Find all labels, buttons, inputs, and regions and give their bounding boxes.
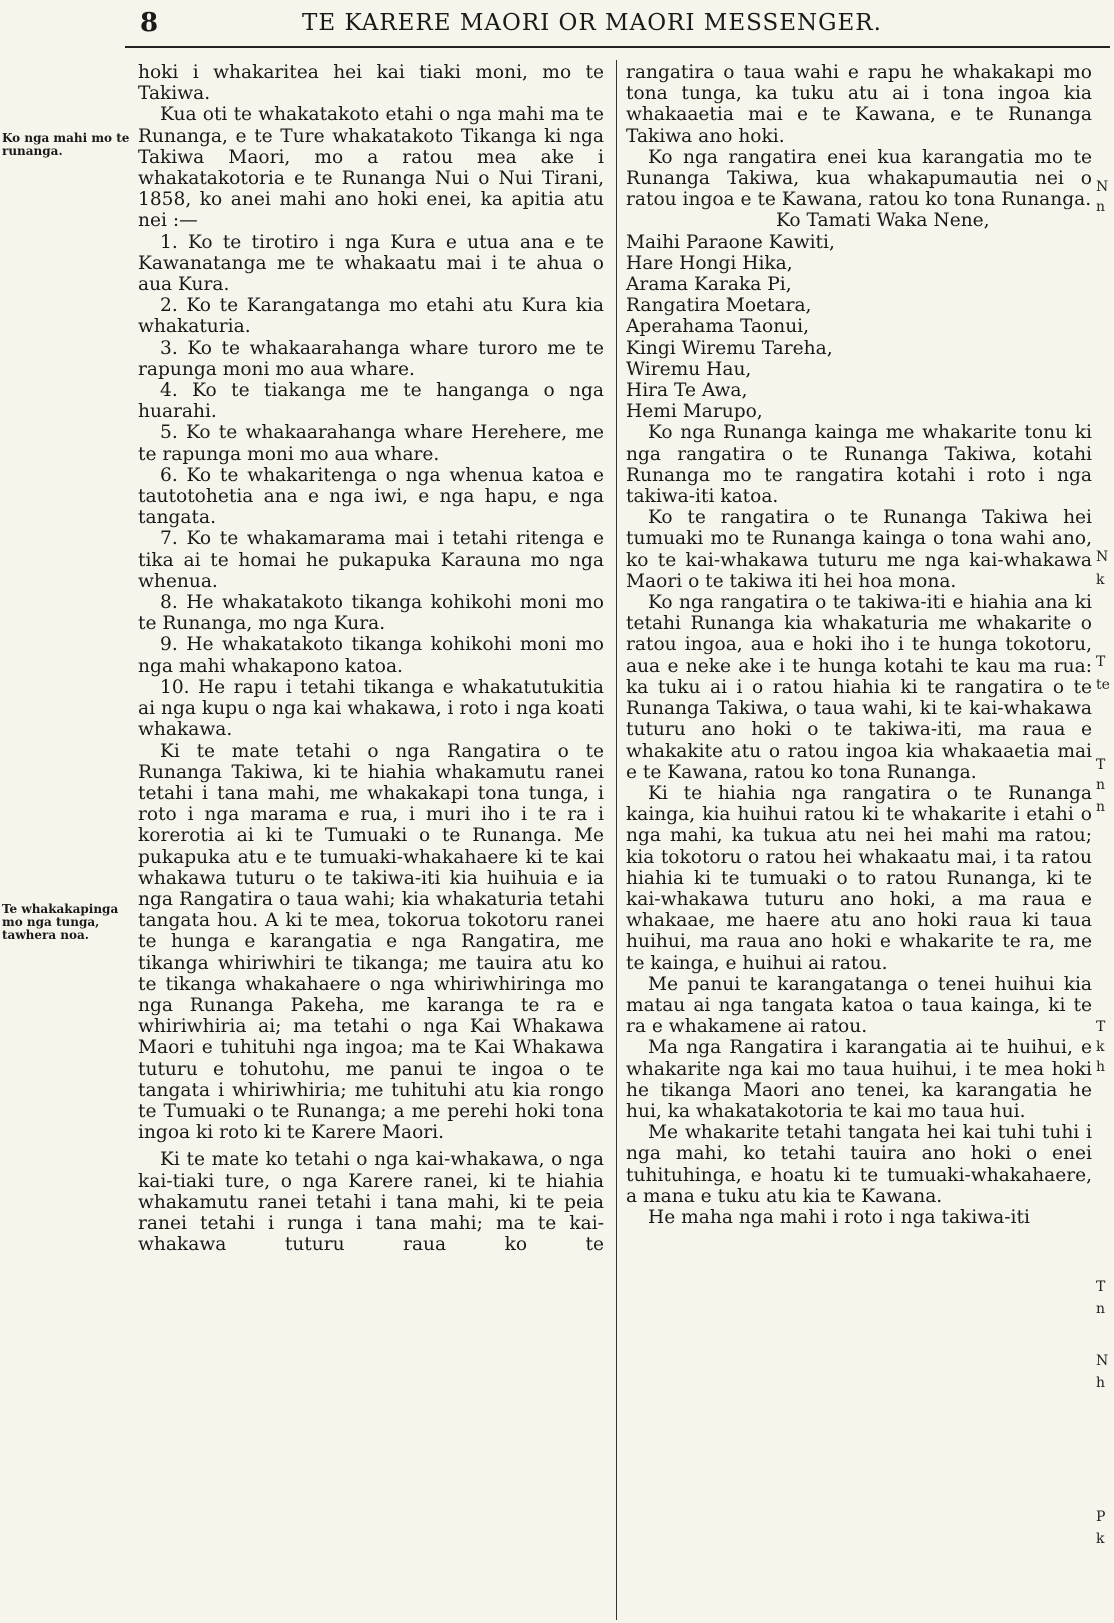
chief-name: Rangatira Moetara, bbox=[626, 295, 812, 317]
edge-letter: h bbox=[1096, 1059, 1106, 1075]
edge-letter: N bbox=[1096, 179, 1109, 195]
chief-name: Hira Te Awa, bbox=[626, 380, 748, 402]
chief-name: Wiremu Hau, bbox=[626, 358, 752, 380]
paragraph: He maha nga mahi i roto i nga takiwa-iti bbox=[648, 1206, 1030, 1228]
chief-name: Hare Hongi Hika, bbox=[626, 252, 793, 274]
chief-name: Arama Karaka Pi, bbox=[626, 274, 792, 296]
list-item: 3. Ko te whakaarahanga whare turoro me te rapunga moni mo aua whare. bbox=[138, 337, 604, 380]
chief-name: Ko Tamati Waka Nene, bbox=[776, 210, 990, 232]
paragraph: Ko te rangatira o te Runanga Takiwa hei tumuaki mo te Runanga kainga o tona wahi ano, ko te kai-whakawa tuturu me nga kai-whakawa Maori o te takiwa iti hei hoa mona. bbox=[626, 507, 1092, 592]
list-item: 5. Ko te whakaarahanga whare Herehere, me te rapunga moni mo aua whare. bbox=[138, 422, 604, 465]
paragraph: Ma nga Rangatira i karangatia ai te huihui, e whakarite nga kai mo taua huihui, i te mea hoki he tikanga Maori ano tenei, ka karangatia he hui, ka whakatakotoria te kai mo taua hui. bbox=[626, 1037, 1092, 1122]
paragraph: Ki te mate ko tetahi o nga kai-whakawa, o nga kai-tiaki ture, o nga Karere ranei, ki te hiahia whakamutu ranei tetahi i tana mahi, ki te peia ranei tetahi i runga i tana mahi; ma te kai-whakawa tuturu raua ko te bbox=[138, 1149, 604, 1256]
paragraph: Ko nga Runanga kainga me whakarite tonu ki nga rangatira o te Runanga Takiwa, kotahi Runanga mo te rangatira kotahi i roto i nga takiwa-iti katoa. bbox=[626, 422, 1092, 508]
edge-letter: T bbox=[1096, 654, 1106, 670]
list-item: 4. Ko te tiakanga me te hanganga o nga huarahi. bbox=[138, 380, 604, 423]
edge-letter: n bbox=[1096, 1301, 1106, 1317]
chief-name: Aperahama Taonui, bbox=[626, 316, 810, 338]
paragraph: Ko nga rangatira o te takiwa-iti e hiahia ana ki tetahi Runanga kia whakaturia me whakarite o ratou ingoa, aua e hoki iho i te hunga tokotoru, aua e neke ake i te hunga kotahi te kau ma rua: ka tuku ai i o ratou hiahia ki te rangatira o te Runanga Takiwa, o taua wahi, ki te kai-whakawa tuturu ano hoki o te takiwa-iti, ma raua e whakakite atu o ratou ingoa kia whakaaetia mai e te Kawana, ratou ko tona Runanga. bbox=[626, 592, 1092, 783]
list-item: 1. Ko te tirotiro i nga Kura e utua ana e te Kawanatanga me te whakaatu mai i te ahua o aua Kura. bbox=[138, 231, 604, 296]
edge-letter: k bbox=[1096, 1531, 1105, 1547]
list-item: 7. Ko te whakamarama mai i tetahi ritenga e tika ai te homai he pukapuka Karauna mo nga whenua. bbox=[138, 528, 604, 592]
sidenote-whakakapi: Te whakakapinga mo nga tunga, tawhera noa. bbox=[2, 902, 119, 942]
edge-letter: n bbox=[1096, 199, 1106, 215]
paragraph: Ko nga rangatira enei kua karangatia mo te Runanga Takiwa, kua whakapumautia nei o ratou ingoa e te Kawana, ratou ko tona Runanga. bbox=[626, 146, 1092, 211]
chief-name: Hemi Marupo, bbox=[626, 401, 763, 423]
right-column bbox=[626, 62, 1092, 1228]
chief-name: Kingi Wiremu Tareha, bbox=[626, 337, 833, 359]
chief-name: Maihi Paraone Kawiti, bbox=[626, 231, 835, 253]
list-item: 6. Ko te whakaritenga o nga whenua katoa e tautotohetia ana e nga iwi, e nga hapu, e nga tangata. bbox=[138, 464, 604, 529]
edge-letter: T bbox=[1096, 1019, 1106, 1035]
paragraph: Ki te mate tetahi o nga Rangatira o te Runanga Takiwa, ki te hiahia whakamutu ranei tetahi i tana mahi, me whakakapi tona tunga, i roto i nga marama e rua, i muri iho i te ra i korerotia ai ki te Tumuaki o te Runanga. Me pukapuka atu e te tumuaki-whakahaere ki te kai whakawa tuturu o te takiwa-iti kia huihuia e ia nga Rangatira o taua wahi; kia whakaturia tetahi tangata hou. A ki te mea, tokorua tokotoru ranei te hunga e karangatia e nga Rangatira, me tikanga whiriwhiri te tikanga; me tauira atu ko te tikanga whakahaere o nga whiriwhiringa mo nga Runanga Pakeha, me karanga te ra e whiriwhiria ai; ma tetahi o nga Kai Whakawa Maori e tuhituhi nga ingoa; ma te Kai Whakawa tuturu e tohutohu, me panui te ingoa o te tangata i whiriwhiria; me tuhituhi atu kia rongo te Tumuaki o te Runanga; a me perehi hoki tona ingoa ki roto ki te Karere Maori. bbox=[138, 740, 604, 1144]
edge-letter: h bbox=[1096, 1375, 1106, 1391]
edge-letter: n bbox=[1096, 777, 1106, 793]
edge-letter: N bbox=[1096, 549, 1109, 565]
left-column bbox=[138, 62, 604, 1255]
list-item: 10. He rapu i tetahi tikanga e whakatutukitia ai nga kupu o nga kai whakawa, i roto i nga koati whakawa. bbox=[138, 676, 604, 741]
paragraph: Kua oti te whakatakoto etahi o nga mahi ma te Runanga, e te Ture whakatakoto Tikanga ki nga Takiwa Maori, mo a ratou mea ake i whakatakotoria e te Runanga Nui o Nui Tirani, 1858, ko anei mahi ano hoki enei, ka apitia atu nei :— bbox=[138, 104, 604, 232]
edge-letter: T bbox=[1096, 1279, 1106, 1295]
edge-letter: n bbox=[1096, 799, 1106, 815]
running-head: TE KARERE MAORI OR MAORI MESSENGER. bbox=[302, 10, 882, 36]
edge-letter: k bbox=[1096, 1039, 1105, 1055]
header-rule bbox=[125, 46, 1110, 48]
list-item: 2. Ko te Karangatanga mo etahi atu Kura kia whakaturia. bbox=[138, 295, 604, 338]
paragraph: hoki i whakaritea hei kai tiaki moni, mo te Takiwa. bbox=[138, 62, 604, 105]
list-item: 9. He whakatakoto tikanga kohikohi moni mo nga mahi whakapono katoa. bbox=[138, 634, 604, 677]
edge-letter: T bbox=[1096, 757, 1106, 773]
edge-letter: N bbox=[1096, 1353, 1109, 1369]
paragraph: Ki te hiahia nga rangatira o te Runanga kainga, kia huihui ratou ki te whakarite i etahi o nga mahi, ka tukua atu nei hei mahi ma ratou; kia tokotoru o ratou hei whakaatu mai, i ta ratou hiahia ki te tumuaki o to ratou Runanga, ki te kai-whakawa tuturu ano hoki, a ma raua e whakaae, me haere atu ano hoki raua ki taua huihui, ma raua ano hoki e whakarite te ra, me te kainga, e huihui ai ratou. bbox=[626, 782, 1092, 974]
edge-letter: P bbox=[1096, 1509, 1106, 1525]
edge-letter: k bbox=[1096, 572, 1105, 588]
paragraph: Me whakarite tetahi tangata hei kai tuhi tuhi i nga mahi, ko tetahi tauira ano hoki o enei tuhituhinga, e hoatu ki te tumuaki-whakahaere, a mana e tuku atu kia te Kawana. bbox=[626, 1122, 1092, 1207]
column-rule bbox=[616, 60, 617, 1620]
list-item: 8. He whakatakoto tikanga kohikohi moni mo te Runanga, mo nga Kura. bbox=[138, 592, 604, 635]
sidenote-runanga: Ko nga mahi mo te runanga. bbox=[2, 131, 130, 158]
edge-letter: te bbox=[1096, 677, 1110, 693]
paragraph: Me panui te karangatanga o tenei huihui kia matau ai nga tangata katoa o taua kainga, ki te ra e whakamene ai ratou. bbox=[626, 973, 1092, 1038]
page-number: 8 bbox=[140, 8, 159, 38]
paragraph: rangatira o taua wahi e rapu he whakakapi mo tona tunga, ka tuku atu ai i tona ingoa kia whakaaetia mai e te Kawana, e te Runanga Takiwa ano hoki. bbox=[626, 62, 1092, 147]
